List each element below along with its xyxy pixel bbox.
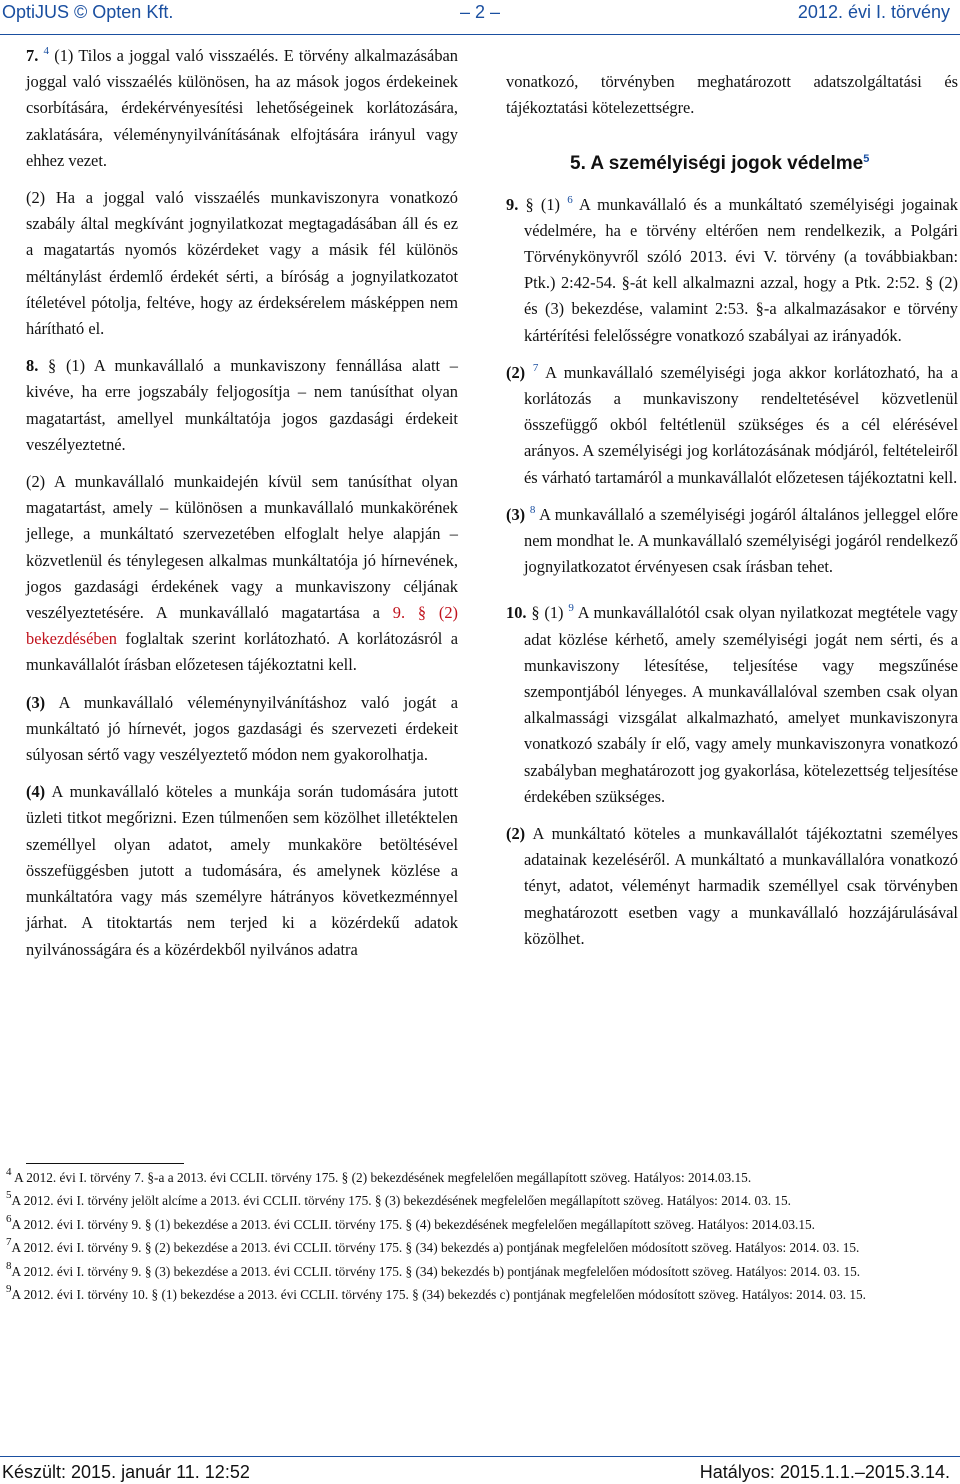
paragraph-text: A munkavállaló személyiségi joga akkor korlátozható, ha a korlátozás a munkaviszony rendeltetésével közvetlenül összefüggő okból feltétlenül szükséges és a cél elérésével arányos. A személyiségi jog korlátozásának módjáról, feltételeiről és várható tartamáról a munkavállalót előzetesen tájékoztatni kell. xyxy=(524,362,958,487)
section-symbol: § xyxy=(531,603,540,623)
section-number: 10. xyxy=(506,603,527,623)
subtitle-personality-rights xyxy=(570,151,958,177)
footnote-ref[interactable]: 9 xyxy=(568,602,574,615)
footnote-ref[interactable]: 5 xyxy=(863,153,870,166)
section-7-paragraph-1 xyxy=(26,43,458,174)
footnote-ref[interactable]: 8 xyxy=(529,503,536,516)
footer-created: Készült: 2015. január 11. 12:52 xyxy=(2,1462,250,1482)
section-9-paragraph-1 xyxy=(506,192,958,349)
footnote-text: A 2012. évi I. törvény 7. §-a a 2013. évi CCLII. törvény 175. § (2) bekezdésének megfelelően megállapított szöveg. Hatályos: 2014.03.15. xyxy=(11,1170,752,1185)
footnote-6 xyxy=(6,1212,956,1234)
left-column xyxy=(26,43,458,974)
footnote-text: A 2012. évi I. törvény 9. § (2) bekezdése a 2013. évi CCLII. törvény 175. § (34) bekezdés a) pontjának megfelelően módosított szöveg. Hatályos: 2014. 03. 15. xyxy=(11,1240,860,1256)
footnote-4 xyxy=(6,1168,956,1187)
paragraph-text: A munkavállaló köteles a munkája során tudomására jutott üzleti titkot megőrizni. Ezen túlmenően sem közölhet illetéktelen személlyel olyan adatot, amely munkaköre betöltésével összefüggésben jutott a tudomására, és amelynek közlése a munkáltatóra vagy más személyre hátrányos következménnyel járhat. A titoktartás nem terjed ki a közérdekű adatok nyilvánosságára és a közérdekből nyilvános adatra xyxy=(26,782,458,959)
header-law-title: 2012. évi I. törvény xyxy=(797,2,950,22)
paragraph-lead: (3) xyxy=(26,692,46,712)
section-number: 7. xyxy=(26,46,39,65)
section-9-paragraph-3 xyxy=(506,502,958,581)
paragraph-lead: (2) xyxy=(506,362,526,382)
footnote-7 xyxy=(6,1238,956,1257)
paragraph-text-after: foglaltak szerint korlátozható. A korlátozásról a munkavállalót írásban előzetesen tájékoztatni kell. xyxy=(26,629,458,675)
footnote-number: 7 xyxy=(6,1236,12,1249)
right-column xyxy=(506,69,958,963)
paragraph-text: A munkáltató köteles a munkavállalót tájékoztatni személyes adatainak kezeléséről. A munkáltató a munkavállalóra vonatkozó tényt, adatot, véleményt harmadik személlyel csak törvényben meghatározott esetben vagy a munkavállaló hozzájárulásával közölhet. xyxy=(524,824,958,948)
footnote-number: 9 xyxy=(6,1283,12,1296)
footnote-9 xyxy=(6,1285,956,1304)
footnote-text: A 2012. évi I. törvény 10. § (1) bekezdése a 2013. évi CCLII. törvény 175. § (34) bekezdés c) pontjának megfelelően módosított szöveg. Hatályos: 2014. 03. 15. xyxy=(11,1287,866,1303)
footnotes xyxy=(6,1168,956,1308)
paragraph-text: A munkavállaló véleménynyilvánításhoz való jogát a munkáltató jó hírnevét, jogos gazdasági és szervezeti érdekeit súlyosan sértő vagy veszélyeztető módon nem gyakorolhatja. xyxy=(26,692,458,765)
footnote-text: A 2012. évi I. törvény 9. § (3) bekezdése a 2013. évi CCLII. törvény 175. § (34) bekezdés b) pontjának megfelelően módosított szöveg. Hatályos: 2014. 03. 15. xyxy=(11,1263,861,1279)
footnote-text: A 2012. évi I. törvény jelölt alcíme a 2013. évi CCLII. törvény 175. § (3) bekezdésének megfelelően megállapított szöveg. Hatályos: 2014. 03. 15. xyxy=(11,1193,792,1209)
header-page-number: – 2 – xyxy=(460,2,501,22)
paragraph-text: A munkavállalótól csak olyan nyilatkozat megtétele vagy adat közlése kérhető, amely személyiségi jogát nem sérti, és a munkaviszony létesítése, teljesítése vagy megszűnése szempontjából lényeges. A munkavállalóval szemben csak olyan alkalmassági vizsgálat alkalmazható, amelyet munkaviszonyra vonatkozó szabály ír elő, vagy amely munkaviszonyra vonatkozó szabályban meghatározott jog gyakorlása, kötelezettség teljesítése érdekében szükséges. xyxy=(524,603,958,806)
section-8-paragraph-2 xyxy=(26,469,458,679)
paragraph-text: A munkavállaló a személyiségi jogáról általános jelleggel előre nem mondhat le. A munkavállaló személyiségi jogáról rendelkező jognyilatkozatot érvényesen csak írásban tehet. xyxy=(524,504,958,577)
paragraph-lead: (4) xyxy=(26,782,46,802)
page-header xyxy=(0,0,960,36)
section-number: 9. xyxy=(506,194,519,214)
section-number: 8. xyxy=(26,356,39,376)
footnote-number: 4 xyxy=(6,1166,12,1178)
section-7-paragraph-2 xyxy=(26,185,458,342)
footnote-divider xyxy=(26,1163,184,1164)
footnote-5 xyxy=(6,1191,956,1210)
continued-text: vonatkozó, törvényben meghatározott adatszolgáltatási és tájékoztatási kötelezettségre. xyxy=(506,72,958,118)
paragraph-lead: (2) xyxy=(506,824,526,844)
cross-reference-link[interactable]: 9. § (2) bekezdésében xyxy=(26,603,459,649)
paragraph-text: A munkavállaló munkaidején kívül sem tanúsíthat olyan magatartást, amely – különösen a munkavállaló munkakörének jellege, a munkáltató szervezetében elfoglalt helye alapján – közvetlenül és ténylegesen alkalmas munkáltatója jó hírnevének, jogos gazdasági érdekének vagy a munkaviszony céljának veszélyeztetésére. A munkavállaló magatartása a xyxy=(26,472,458,623)
footer-divider xyxy=(0,1456,960,1457)
paragraph-lead: (3) xyxy=(506,504,526,524)
footer-effective: Hatályos: 2015.1.1.–2015.3.14. xyxy=(699,1462,950,1482)
paragraph-lead: (2) xyxy=(26,188,46,208)
paragraph-lead: (1) xyxy=(65,356,86,376)
footnote-ref[interactable]: 4 xyxy=(43,45,50,57)
section-symbol: § xyxy=(525,194,534,214)
section-9-paragraph-2 xyxy=(506,360,958,491)
section-8-paragraph-1 xyxy=(26,353,458,458)
header-divider xyxy=(0,34,960,35)
paragraph-lead: (1) xyxy=(544,603,564,623)
footnote-number: 6 xyxy=(6,1212,12,1225)
footnote-number: 8 xyxy=(6,1259,12,1272)
section-8-paragraph-3 xyxy=(26,690,458,769)
header-publisher: OptiJUS © Opten Kft. xyxy=(2,2,174,22)
section-10-paragraph-1 xyxy=(506,600,958,810)
paragraph-text: Tilos a joggal való visszaélés. E törvény alkalmazásában joggal való visszaélés különösen, ha az mások jogos érdekeinek csorbítására, érdekérvényesítési lehetőségeinek korlátozására, zaklatására, véleménynyilvánításának elfojtására irányul vagy ehhez vezet. xyxy=(26,46,458,170)
section-10-paragraph-2 xyxy=(506,821,958,952)
section-8-paragraph-4 xyxy=(26,779,458,962)
paragraph-lead: (1) xyxy=(540,194,560,214)
section-symbol: § xyxy=(48,356,57,376)
paragraph-text: Ha a joggal való visszaélés munkaviszonyra vonatkozó szabály által megkívánt jognyilatkozat megtagadásában áll és ez a magatartás nyomós közérdeket vagy a másik fél különös méltánylást érdemlő érdekét sérti, a bíróság a jognyilatkozatot ítéletével pótolja, feltéve, hogy az érdeksérelem másképpen nem hárítható el. xyxy=(26,188,458,339)
paragraph-text: A munkavállaló és a munkáltató személyiségi jogainak védelmére, ha e törvény eltérően nem rendelkezik, a Polgári Törvénykönyvről szóló 2013. évi V. törvény (a továbbiakban: Ptk.) 2:42-54. §-át kell alkalmazni azzal, hogy a Ptk. 2:52. § (2) és (3) bekezdése, valamint 2:53. §-a alkalmazásakor e törvény kártérítési felelősségre vonatkozó szabályai az irányadók. xyxy=(524,194,958,345)
paragraph-text: A munkavállaló a munkaviszony fennállása alatt – kivéve, ha erre jogszabály feljogosítja – nem tanúsíthat olyan magatartást, amellyel munkáltatója jogos gazdasági érdekeit veszélyeztetné. xyxy=(26,356,458,454)
footnote-ref[interactable]: 7 xyxy=(532,361,539,374)
footnote-number: 5 xyxy=(6,1189,12,1202)
subtitle-text: 5. A személyiségi jogok védelme xyxy=(570,153,864,175)
footnote-text: A 2012. évi I. törvény 9. § (1) bekezdése a 2013. évi CCLII. törvény 175. § (4) bekezdésének megfelelően megállapított szöveg. Hatályos: 2014.03.15. xyxy=(11,1216,816,1232)
paragraph-lead: (1) xyxy=(54,46,74,65)
footnote-ref[interactable]: 6 xyxy=(567,193,573,206)
footnote-8 xyxy=(6,1259,956,1281)
paragraph-lead: (2) xyxy=(26,472,46,492)
